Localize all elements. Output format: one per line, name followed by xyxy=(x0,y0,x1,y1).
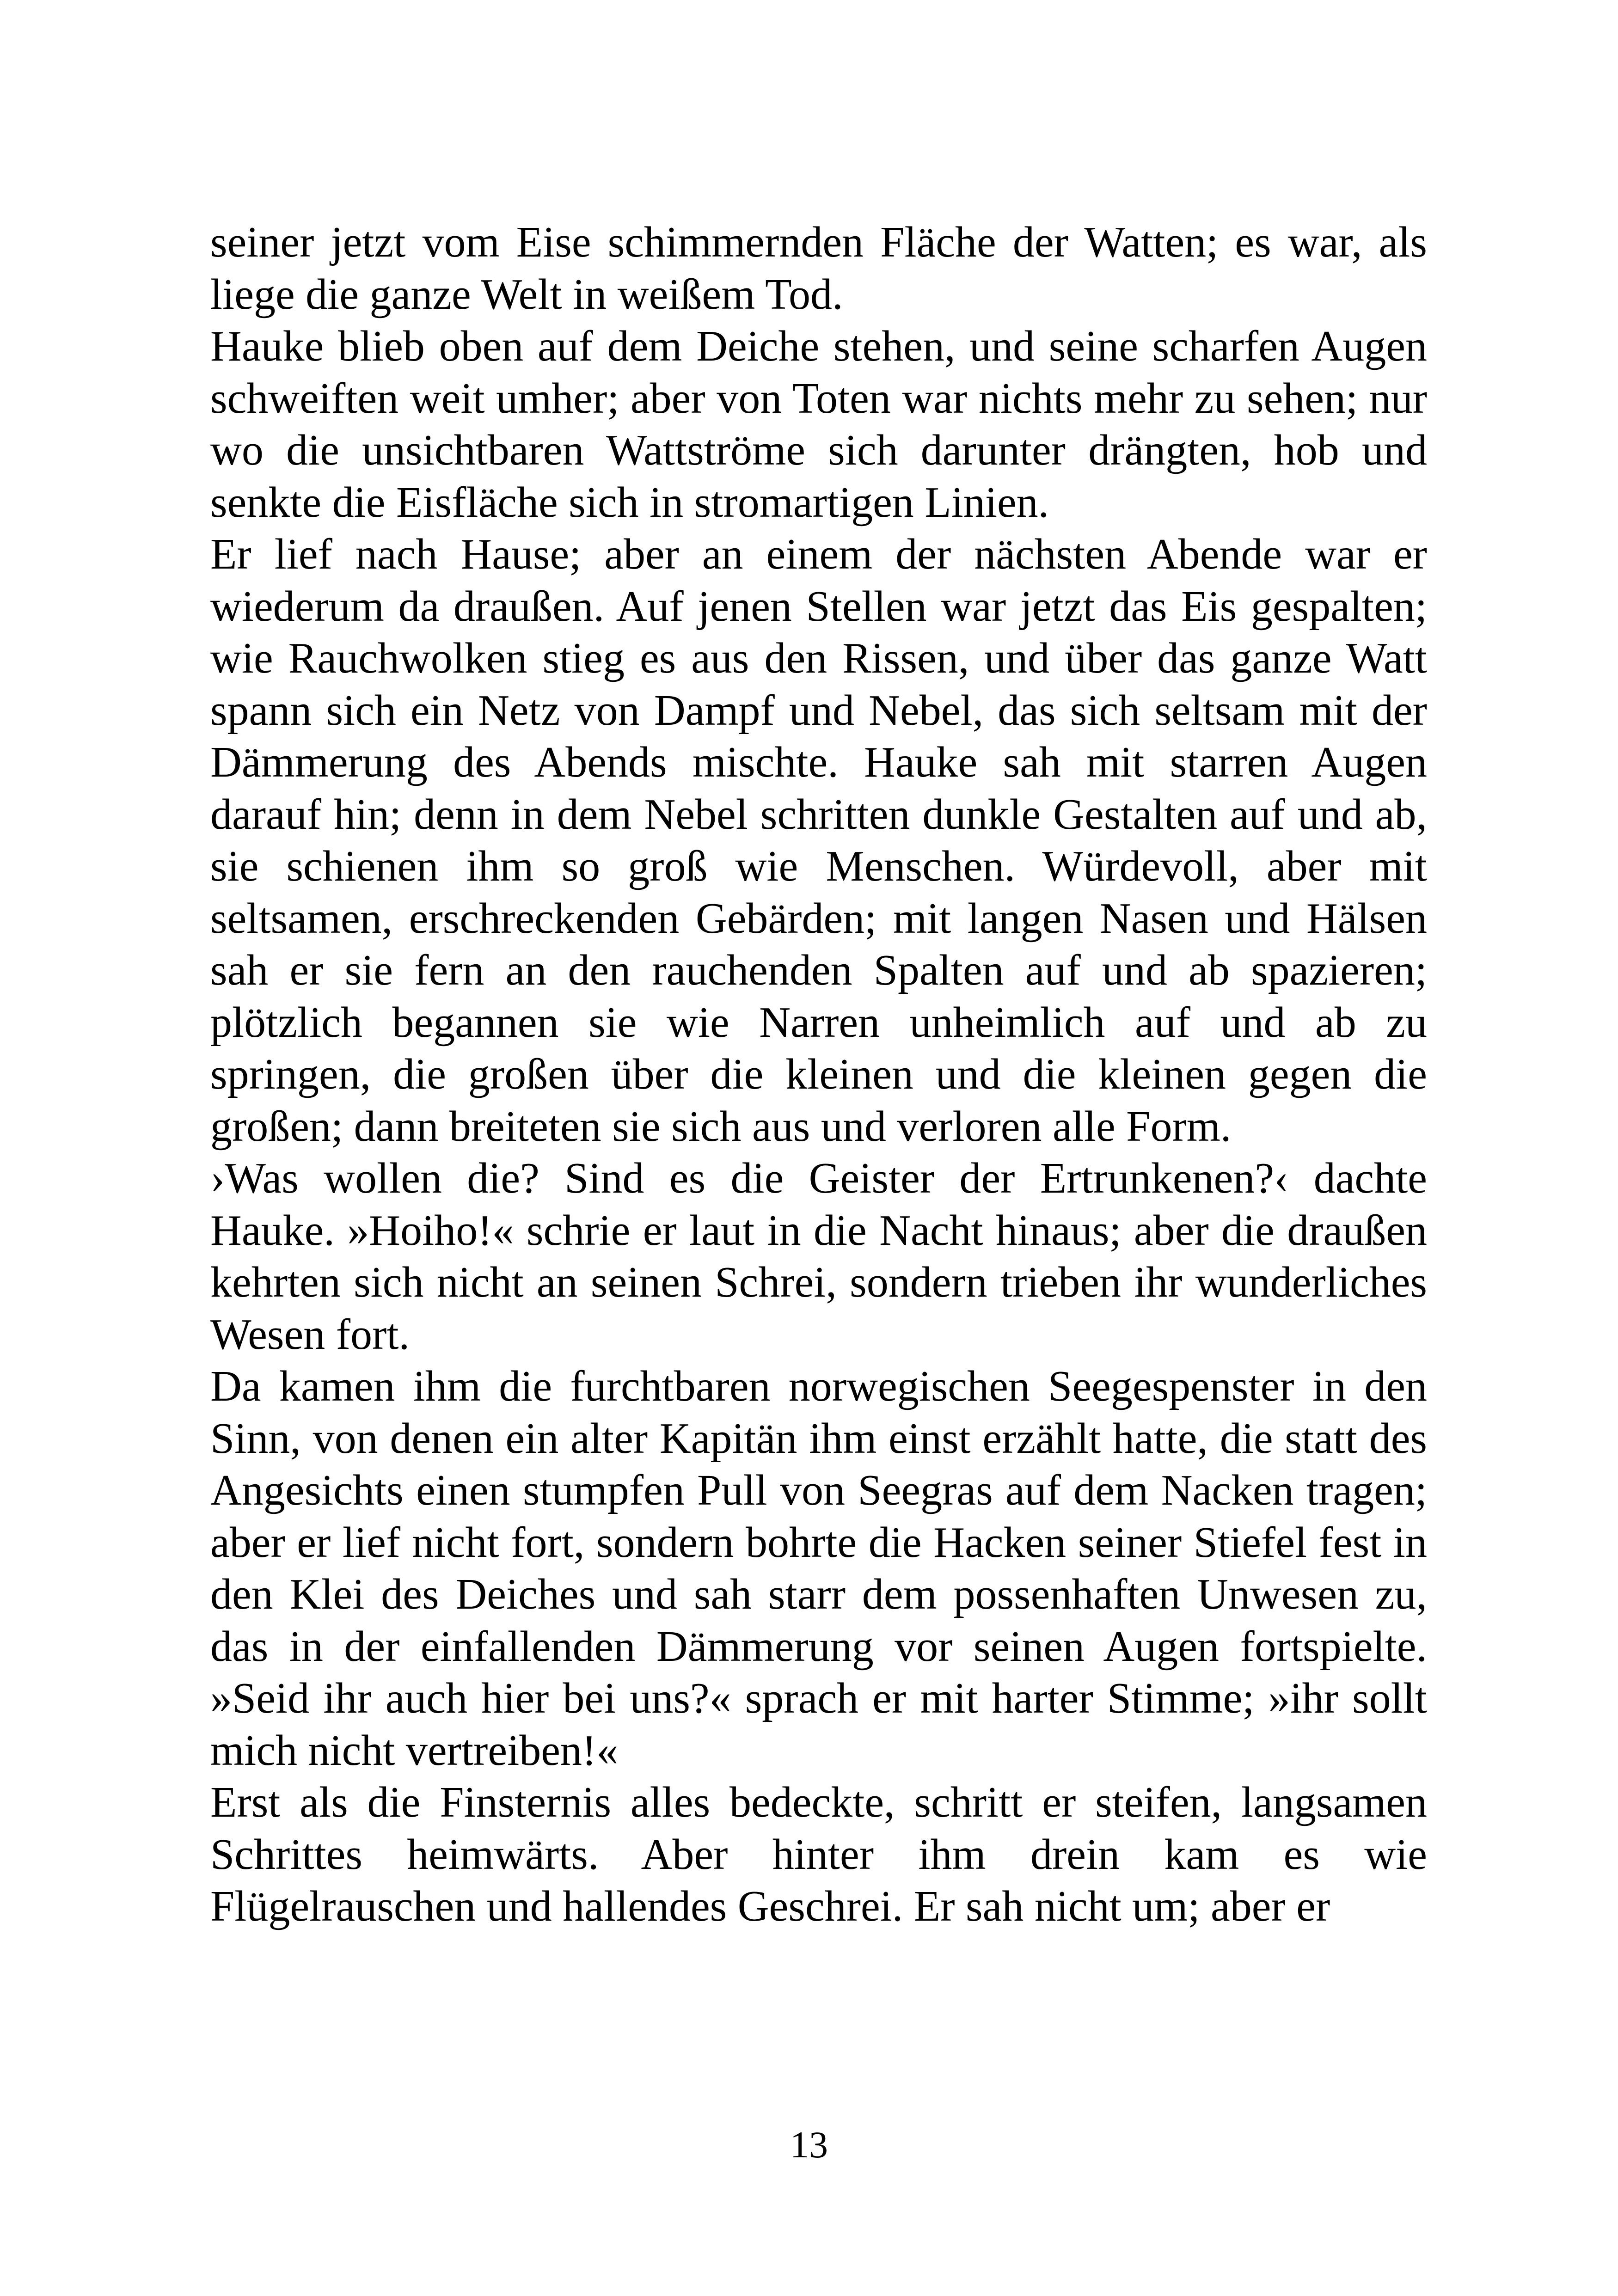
paragraph-4: ›Was wollen die? Sind es die Geister der Ertrunkenen?‹ dachte Hauke. »Hoiho!« schrie er laut in die Nacht hinaus; aber die draußen kehrten sich nicht an seinen Schrei, sondern trieben ihr wunderliches Wesen fort. xyxy=(210,1154,1427,1359)
paragraph-5: Da kamen ihm die furchtbaren norwegischen Seegespenster in den Sinn, von denen ein alter Kapitän ihm einst erzählt hatte, die statt des Angesichts einen stumpfen Pull von Seegras auf dem Nacken tragen; aber er lief nicht fort, sondern bohrte die Hacken seiner Stiefel fest in den Klei des Deiches und sah starr dem possenhaften Unwesen zu, das in der einfallenden Dämmerung vor seinen Augen fortspielte. »Seid ihr auch hier bei uns?« sprach er mit harter Stimme; »ihr sollt mich nicht vertreiben!« xyxy=(210,1362,1427,1775)
paragraph-1: seiner jetzt vom Eise schimmernden Fläche der Watten; es war, als liege die ganze Welt in weißem Tod. xyxy=(210,218,1427,318)
page-number: 13 xyxy=(790,2124,828,2166)
body-text xyxy=(210,216,1427,1933)
paragraph-3: Er lief nach Hause; aber an einem der nächsten Abende war er wiederum da draußen. Auf jenen Stellen war jetzt das Eis gespalten; wie Rauchwolken stieg es aus den Rissen, und über das ganze Watt spann sich ein Netz von Dampf und Nebel, das sich seltsam mit der Dämmerung des Abends mischte. Hauke sah mit starren Augen darauf hin; denn in dem Nebel schritten dunkle Gestalten auf und ab, sie schienen ihm so groß wie Menschen. Würdevoll, aber mit seltsamen, erschreckenden Gebärden; mit langen Nasen und Hälsen sah er sie fern an den rauchenden Spalten auf und ab spazieren; plötzlich begannen sie wie Narren unheimlich auf und ab zu springen, die großen über die kleinen und die kleinen gegen die großen; dann breiteten sie sich aus und verloren alle Form. xyxy=(210,530,1427,1151)
paragraph-2: Hauke blieb oben auf dem Deiche stehen, und seine scharfen Augen schweiften weit umher; aber von Toten war nichts mehr zu sehen; nur wo die unsichtbaren Wattströme sich darunter drängten, hob und senkte die Eisfläche sich in stromartigen Linien. xyxy=(210,322,1427,527)
paragraph-6: Erst als die Finsternis alles bedeckte, schritt er steifen, langsamen Schrittes heimwärts. Aber hinter ihm drein kam es wie Flügelrauschen und hallendes Geschrei. Er sah nicht um; aber er xyxy=(210,1778,1427,1930)
